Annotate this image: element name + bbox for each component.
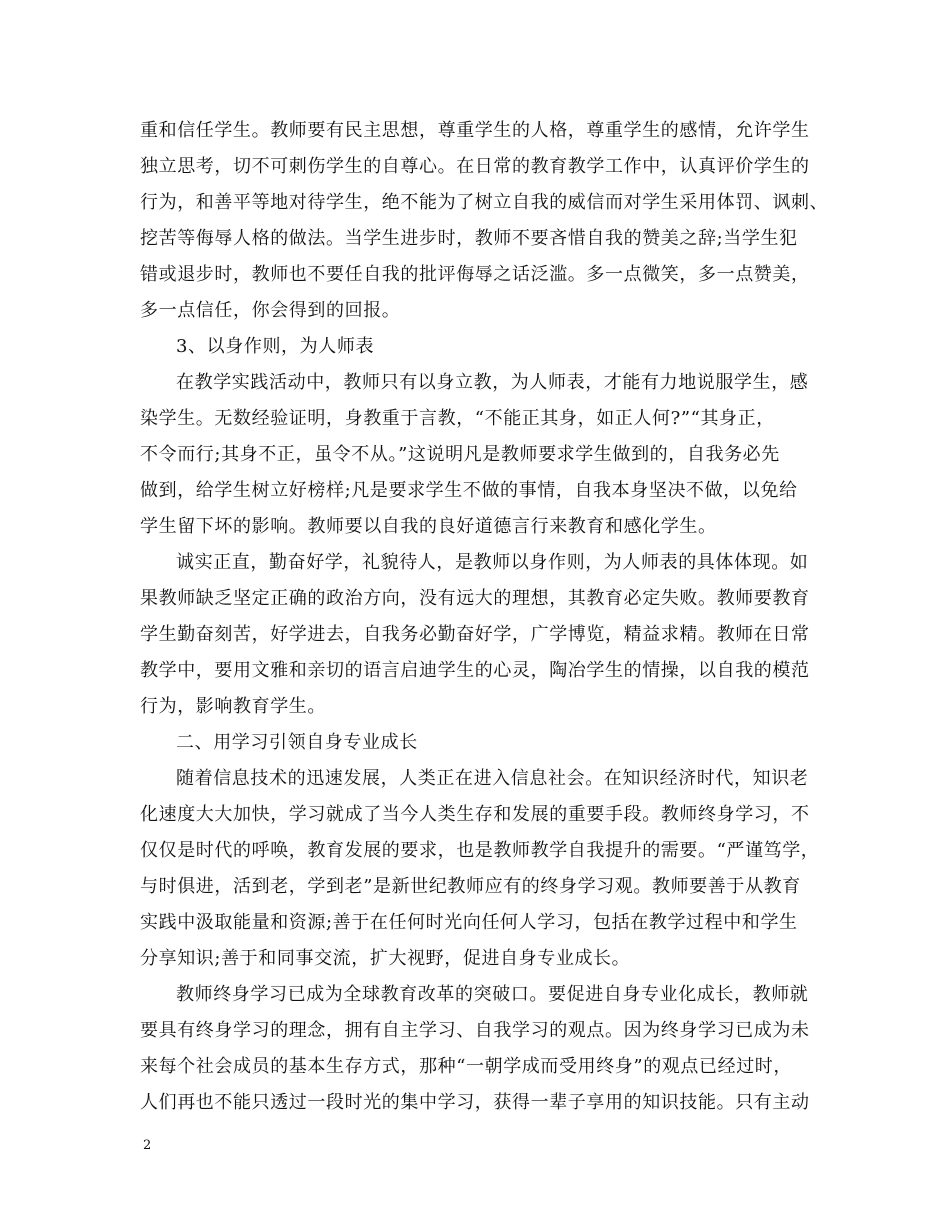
text-line: 在教学实践活动中，教师只有以身立教，为人师表，才能有力地说服学生，感 xyxy=(176,372,809,393)
text-line: 独立思考，切不可刺伤学生的自尊心。在日常的教育教学工作中，认真评价学生的 xyxy=(140,156,810,177)
section-heading: 3、以身作则，为人师表 xyxy=(176,336,375,357)
text-line: 教师终身学习已成为全球教育改革的突破口。要促进自身专业化成长，教师就 xyxy=(176,984,809,1005)
text-line: 仅仅是时代的呼唤，教育发展的要求，也是教师教学自我提升的需要。“严谨笃学， xyxy=(140,840,820,861)
text-line: 学生留下坏的影响。教师要以自我的良好道德言行来教育和感化学生。 xyxy=(140,516,717,537)
text-line: 来每个社会成员的基本生存方式，那种“一朝学成而受用终身”的观点已经过时， xyxy=(140,1056,793,1077)
text-line: 诚实正直，勤奋好学，礼貌待人，是教师以身作则，为人师表的具体体现。如 xyxy=(176,552,809,573)
text-line: 行为，影响教育学生。 xyxy=(140,696,326,717)
text-line: 分享知识;善于和同事交流，扩大视野，促进自身专业成长。 xyxy=(140,948,631,969)
text-line: 果教师缺乏坚定正确的政治方向，没有远大的理想，其教育必定失败。教师要教育 xyxy=(140,588,810,609)
text-line: 学生勤奋刻苦，好学进去，自我务必勤奋好学，广学博览，精益求精。教师在日常 xyxy=(140,624,810,645)
text-line: 教学中，要用文雅和亲切的语言启迪学生的心灵，陶冶学生的情操，以自我的模范 xyxy=(140,660,810,681)
text-line: 染学生。无数经验证明，身教重于言教，“不能正其身，如正人何?”“其身正， xyxy=(140,408,775,429)
text-line: 行为，和善平等地对待学生，绝不能为了树立自我的威信而对学生采用体罚、讽刺、 xyxy=(140,192,829,213)
text-line: 重和信任学生。教师要有民主思想，尊重学生的人格，尊重学生的感情，允许学生 xyxy=(140,120,810,141)
text-line: 挖苦等侮辱人格的做法。当学生进步时，教师不要吝惜自我的赞美之辞;当学生犯 xyxy=(140,228,798,249)
page-number: 2 xyxy=(143,1138,152,1153)
section-heading: 二、用学习引领自身专业成长 xyxy=(176,732,418,753)
text-line: 实践中汲取能量和资源;善于在任何时光向任何人学习，包括在教学过程中和学生 xyxy=(140,912,798,933)
text-line: 错或退步时，教师也不要任自我的批评侮辱之话泛滥。多一点微笑，多一点赞美， xyxy=(140,264,810,285)
text-line: 与时俱进，活到老，学到老”是新世纪教师应有的终身学习观。教师要善于从教育 xyxy=(140,876,801,897)
text-line: 多一点信任，你会得到的回报。 xyxy=(140,300,401,321)
text-line: 不令而行;其身不正，虽令不从。”这说明凡是教师要求学生做到的，自我务必先 xyxy=(140,444,780,465)
text-line: 做到，给学生树立好榜样;凡是要求学生不做的事情，自我本身坚决不做，以免给 xyxy=(140,480,798,501)
text-line: 要具有终身学习的理念，拥有自主学习、自我学习的观点。因为终身学习已成为未 xyxy=(140,1020,810,1041)
text-line: 随着信息技术的迅速发展，人类正在进入信息社会。在知识经济时代，知识老 xyxy=(176,768,809,789)
text-line: 化速度大大加快，学习就成了当今人类生存和发展的重要手段。教师终身学习，不 xyxy=(140,804,810,825)
text-line: 人们再也不能只透过一段时光的集中学习，获得一辈子享用的知识技能。只有主动 xyxy=(140,1092,810,1113)
